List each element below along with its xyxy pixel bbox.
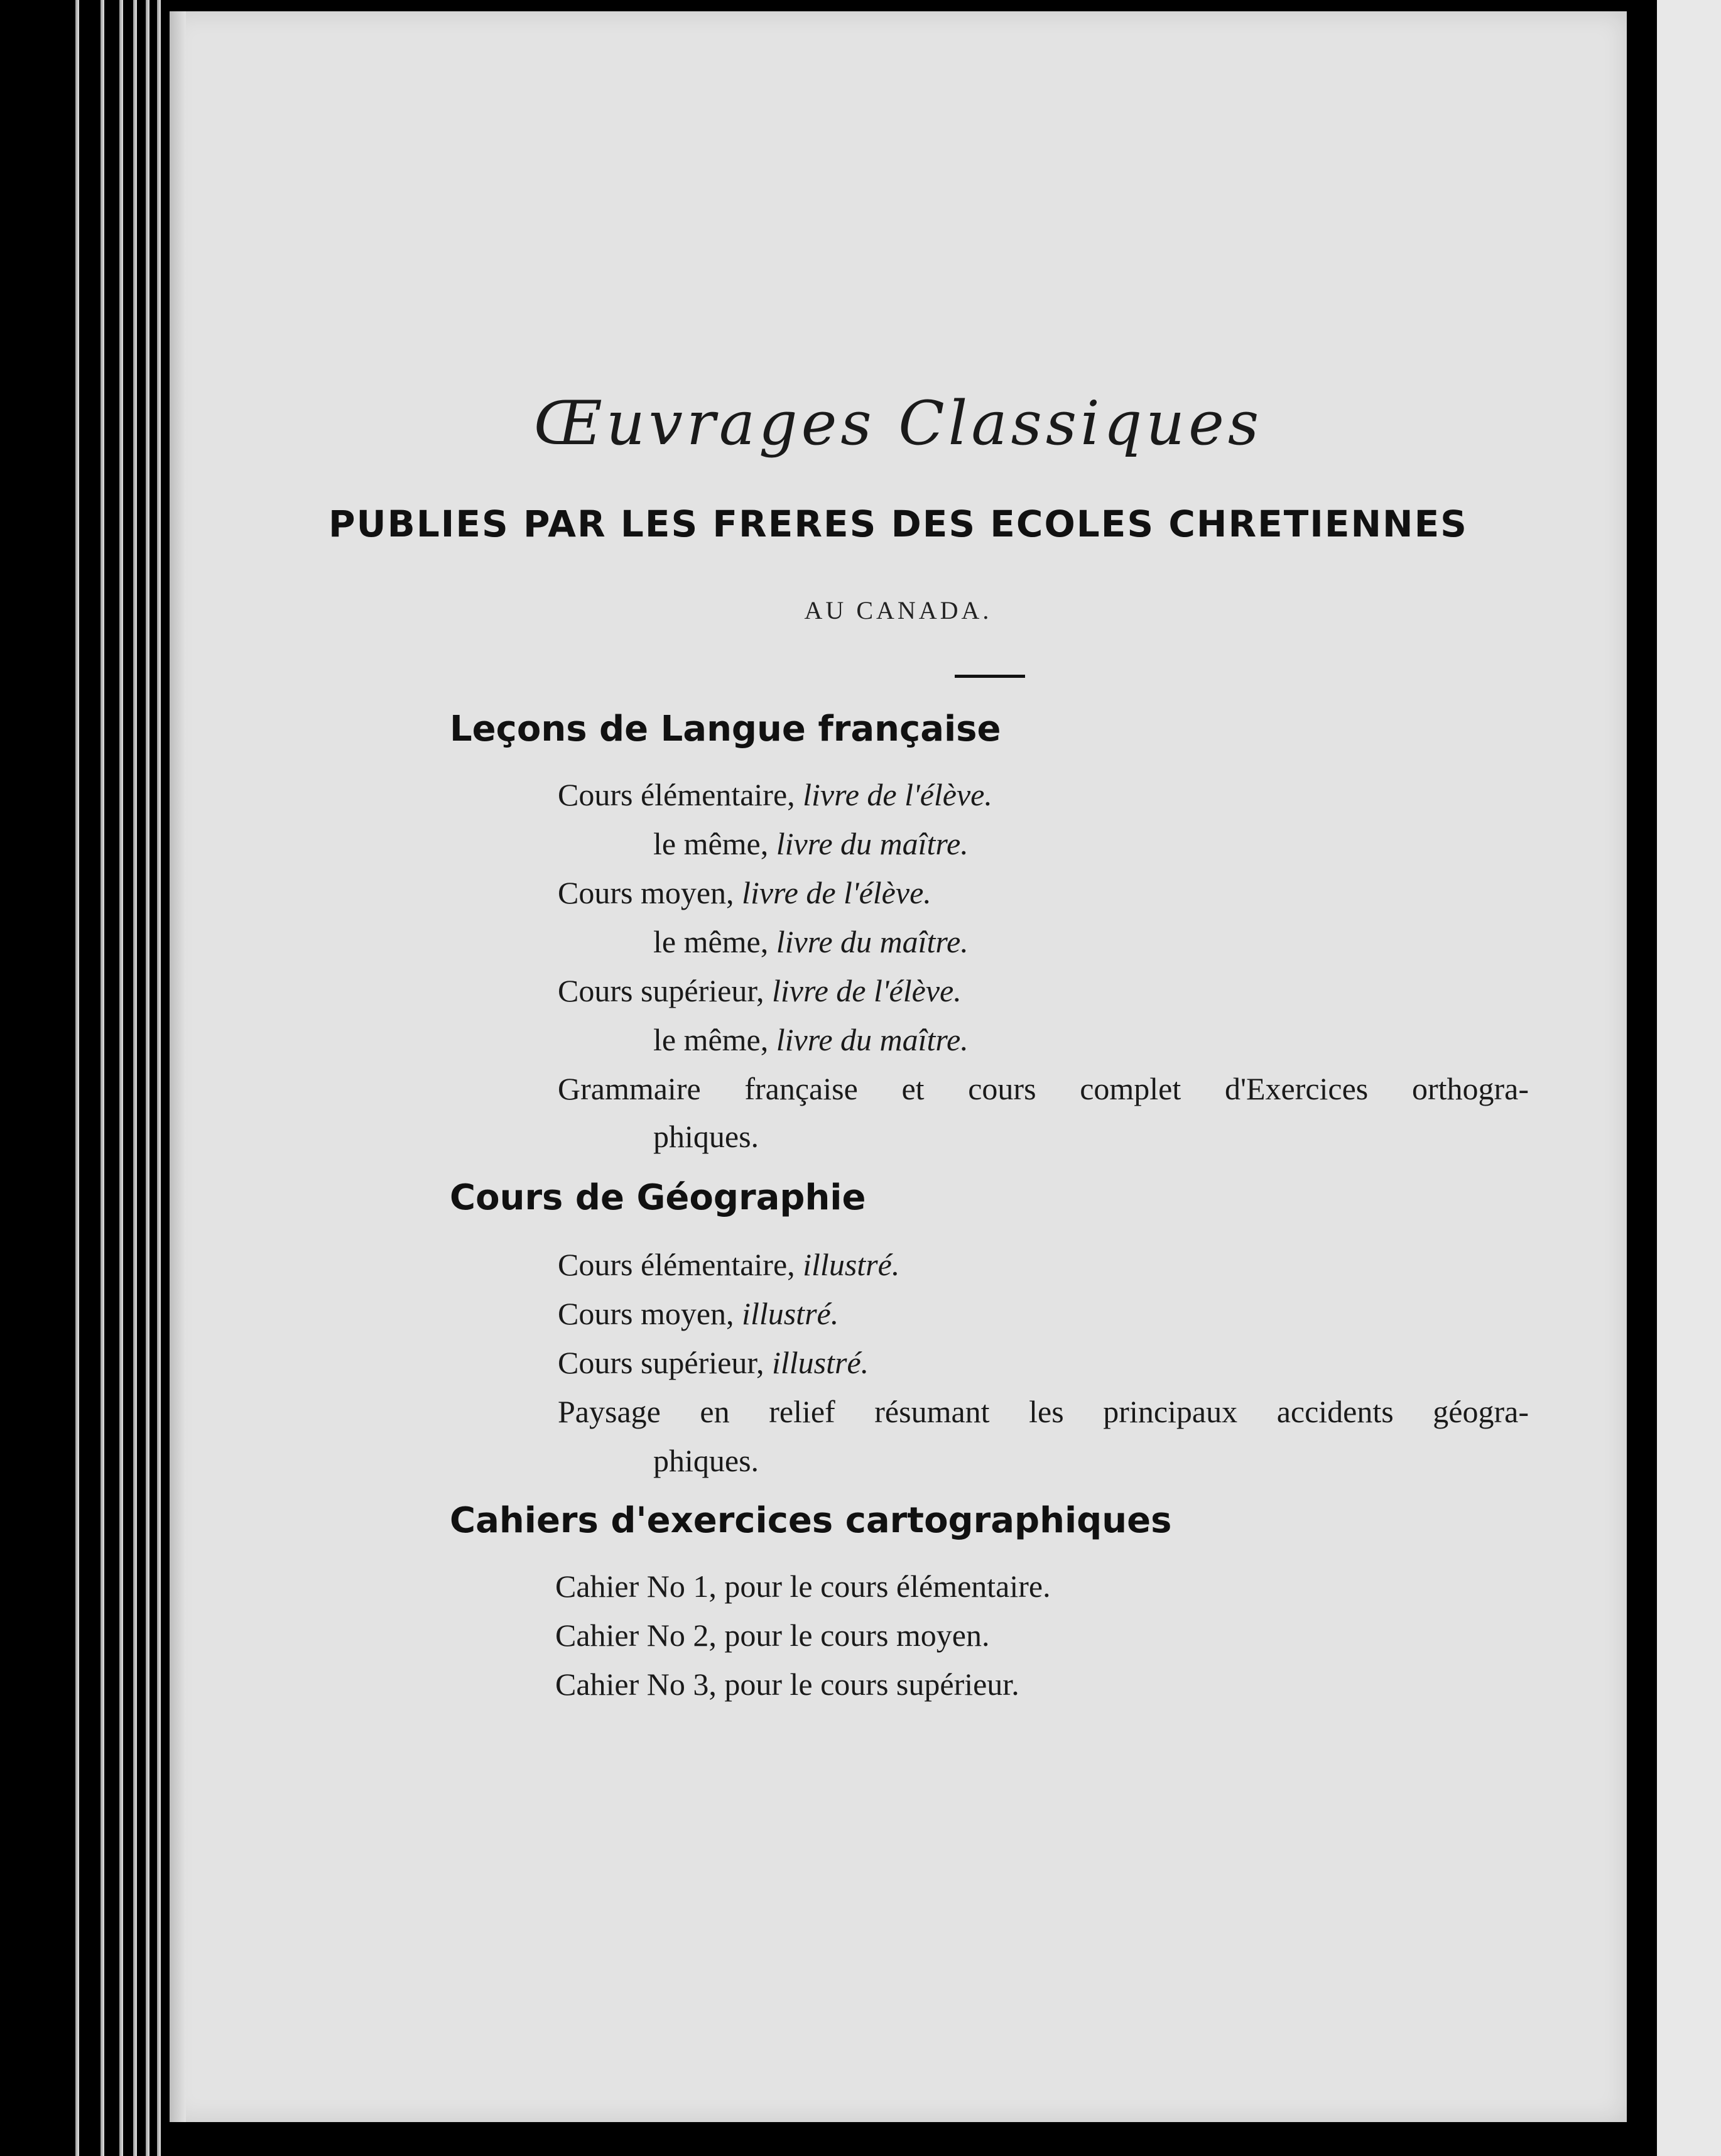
- list-item: le même, livre du maître.: [653, 1022, 969, 1057]
- list-item: Cours moyen, illustré.: [558, 1296, 839, 1331]
- page-edge: [75, 0, 79, 2156]
- section-heading: Cahiers d'exercices cartographiques: [450, 1500, 1172, 1541]
- facing-page-edge: [1657, 0, 1721, 2156]
- list-item: Cahier No 2, pour le cours moyen.: [555, 1618, 990, 1653]
- scan-border-bottom: [170, 2122, 1632, 2156]
- left-page-stack: [0, 0, 195, 2156]
- publisher-line: PUBLIES PAR LES FRERES DES ECOLES CHRETIENNES: [328, 503, 1468, 545]
- list-item: Paysage en relief résumant les principaux accidents géogra-: [558, 1394, 1529, 1429]
- book-page: [170, 11, 1627, 2122]
- list-item: le même, livre du maître.: [653, 826, 969, 861]
- page-edge: [133, 0, 137, 2156]
- page-edge: [119, 0, 123, 2156]
- section-heading: Cours de Géographie: [450, 1177, 866, 1218]
- list-item: Cours moyen, livre de l'élève.: [558, 875, 931, 910]
- list-item: Grammaire française et cours complet d'Exercices orthogra-: [558, 1071, 1529, 1106]
- page-edge: [146, 0, 149, 2156]
- list-item-continuation: phiques.: [653, 1119, 759, 1154]
- list-item: Cahier No 3, pour le cours supérieur.: [555, 1667, 1019, 1702]
- list-item: Cours supérieur, livre de l'élève.: [558, 973, 962, 1008]
- page-shadow: [170, 11, 186, 2122]
- separator-rule: [955, 675, 1025, 678]
- scan-gutter: [1632, 0, 1657, 2156]
- list-item: Cahier No 1, pour le cours élémentaire.: [555, 1569, 1051, 1604]
- page-title: Œuvrages Classiques: [533, 388, 1263, 459]
- list-item: Cours élémentaire, illustré.: [558, 1247, 900, 1282]
- page-edge: [100, 0, 104, 2156]
- page-edge: [157, 0, 161, 2156]
- list-item: Cours élémentaire, livre de l'élève.: [558, 777, 992, 812]
- section-heading: Leçons de Langue française: [450, 709, 1001, 749]
- list-item-continuation: phiques.: [653, 1443, 759, 1478]
- country-line: AU CANADA.: [804, 596, 992, 624]
- scan-border-top: [170, 0, 1632, 11]
- list-item: Cours supérieur, illustré.: [558, 1345, 869, 1380]
- list-item: le même, livre du maître.: [653, 924, 969, 959]
